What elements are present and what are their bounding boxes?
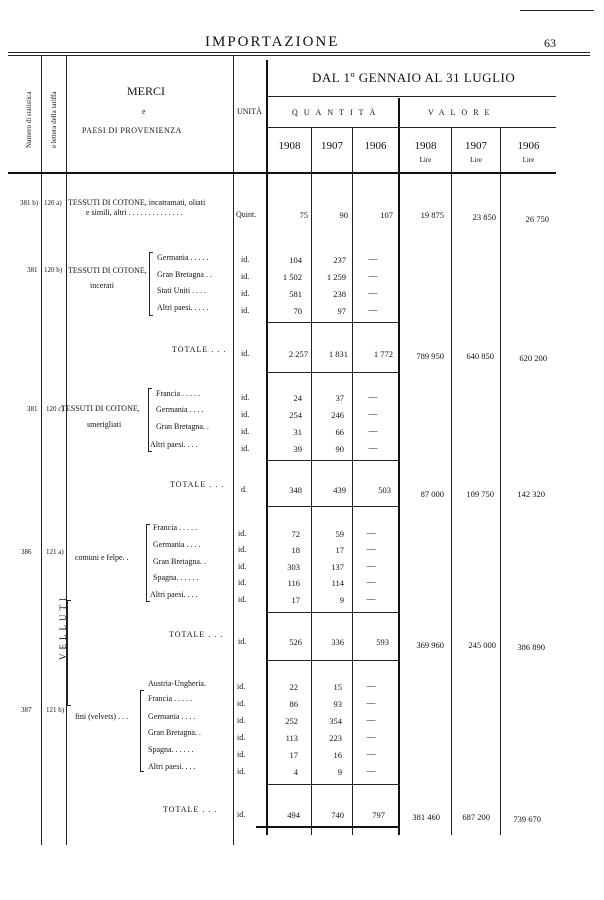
- s4-r2-q1907: 137: [331, 562, 344, 572]
- s4-total-q1907: 336: [331, 637, 344, 647]
- s3-r2-q1908: 31: [293, 427, 302, 437]
- s2-total-rule: [268, 322, 398, 323]
- s3-r2-country: Gran Bretagna. .: [156, 422, 209, 431]
- s4-r1-unit: id.: [238, 545, 247, 554]
- s4-total-q1908: 526: [289, 637, 302, 647]
- s1-v1908: 19 875: [420, 210, 444, 220]
- s2-r2-unit: id.: [241, 289, 250, 298]
- s3-name1: TESSUTI DI COTONE,: [61, 404, 140, 413]
- period-rule: [266, 96, 556, 97]
- s2-r1-q1908: 1 502: [282, 272, 302, 282]
- s5-r4-country: Spagna. . . . . .: [148, 745, 194, 754]
- s5-total-unit: id.: [237, 810, 246, 819]
- s5-r2-q1908: 252: [285, 716, 298, 726]
- s4-total-v1907: 245 000: [468, 640, 496, 650]
- s2-r1-country: Gran Bretagna . .: [157, 270, 212, 279]
- s4-r1-country: Germania . . . .: [153, 540, 201, 549]
- s2-r0-q1908: 104: [289, 255, 302, 265]
- s3-r2-q1906: —: [368, 426, 378, 436]
- s4-total-unit: id.: [238, 637, 247, 646]
- s5-r0-q1906: —: [366, 681, 376, 691]
- s2-r1-q1907: 1 259: [326, 272, 346, 282]
- s2-name2: incerati: [90, 281, 114, 290]
- s4-r4-unit: id.: [238, 595, 247, 604]
- s2-r1-unit: id.: [241, 272, 250, 281]
- s5-r5-q1906: —: [366, 766, 376, 776]
- s3-r3-q1906: —: [368, 443, 378, 453]
- s4-total-q1906: 593: [376, 637, 389, 647]
- s3-total-v1906: 142 320: [517, 489, 545, 499]
- s2-r0-country: Germania . . . . .: [157, 253, 209, 262]
- v-year-1906: 1906: [517, 140, 540, 152]
- merci-header: MERCI: [127, 84, 166, 98]
- valore-header: VALORE: [428, 108, 496, 117]
- s5-tariff: 121 b): [46, 706, 65, 714]
- col-sep-val-left: [398, 98, 400, 835]
- s3-total-q1907: 439: [333, 485, 346, 495]
- col-sep-v1907: [451, 128, 452, 835]
- s5-r5-q1907: 9: [337, 767, 342, 777]
- lire-1908: Lire: [419, 156, 432, 164]
- s2-total-q1908: 2 257: [288, 349, 308, 359]
- s1-q1907: 90: [339, 210, 348, 220]
- s3-total-v1908: 87 000: [420, 489, 444, 499]
- s4-r1-q1906: —: [366, 544, 376, 554]
- s1-line2: e simili, altri . . . . . . . . . . . . . .: [86, 208, 183, 217]
- s3-r2-unit: id.: [241, 427, 250, 436]
- page-title: IMPORTAZIONE: [205, 34, 340, 50]
- s2-name1: TESSUTI DI COTONE,: [68, 266, 147, 275]
- s4-r1-q1907: 17: [335, 545, 344, 555]
- s2-total-label: TOTALE . . .: [172, 345, 227, 354]
- s3-r1-q1906: —: [368, 409, 378, 419]
- s2-r0-q1906: —: [368, 254, 378, 264]
- s4-r2-q1908: 303: [287, 562, 300, 572]
- s2-r3-unit: id.: [241, 306, 250, 315]
- s3-r3-q1908: 39: [293, 444, 302, 454]
- s1-line1: TESSUTI DI COTONE, incatramati, oliati: [68, 198, 206, 207]
- s5-r2-q1906: —: [366, 715, 376, 725]
- s5-total-q1906: 797: [372, 810, 385, 820]
- s2-r0-q1907: 237: [333, 255, 346, 265]
- s3-stat: 381: [27, 405, 38, 413]
- s4-r3-unit: id.: [238, 578, 247, 587]
- s1-stat: 381 b): [20, 199, 39, 207]
- s4-r0-q1907: 59: [335, 529, 344, 539]
- s2-r3-q1907: 97: [337, 306, 346, 316]
- s2-r3-q1906: —: [368, 305, 378, 315]
- s5-brace-right: [140, 690, 144, 772]
- s4-r4-q1907: 9: [339, 595, 344, 605]
- s1-q1908: 75: [299, 210, 308, 220]
- s4-r4-q1906: —: [366, 594, 376, 604]
- s5-r3-q1906: —: [366, 732, 376, 742]
- s3-tariff: 120 c): [46, 405, 64, 413]
- s2-r3-country: Altri paesi. . . . .: [157, 303, 209, 312]
- v-year-1908: 1908: [414, 140, 437, 152]
- s4-r3-q1908: 116: [287, 578, 300, 588]
- s5-r1-country: Francia . . . . .: [148, 694, 192, 703]
- s5-r5-q1908: 4: [293, 767, 298, 777]
- s4-r0-q1908: 72: [291, 529, 300, 539]
- s5-r3-q1908: 113: [285, 733, 298, 743]
- s5-r3-unit: id.: [237, 733, 246, 742]
- s3-total-q1908: 348: [289, 485, 302, 495]
- s4-r2-unit: id.: [238, 562, 247, 571]
- velluti-group-label: VELLUTI: [58, 594, 68, 660]
- s4-r4-q1908: 17: [291, 595, 300, 605]
- lire-1907: Lire: [470, 156, 482, 164]
- s5-r4-q1906: —: [366, 749, 376, 759]
- s5-r4-q1907: 16: [333, 750, 342, 760]
- s2-brace: [149, 252, 153, 316]
- unita-header: UNITÀ: [237, 107, 262, 116]
- s4-stat: 386: [21, 548, 32, 556]
- lire-1906: Lire: [522, 156, 535, 164]
- s4-r2-country: Gran Bretagna. .: [153, 557, 206, 566]
- quantita-header: QUANTITÀ: [292, 108, 382, 117]
- s5-total-v1908: 381 460: [412, 812, 440, 822]
- s3-bottom-rule: [268, 506, 398, 507]
- s5-r2-country: Germania . . . .: [148, 712, 196, 721]
- s2-total-q1906: 1 772: [373, 349, 393, 359]
- s4-name: comuni e felpe. .: [75, 553, 129, 562]
- s5-r1-q1907: 93: [333, 699, 342, 709]
- s5-total-v1906: 739 670: [513, 814, 541, 824]
- col-sep-q1906: [352, 128, 353, 835]
- s4-r4-country: Altri paesi. . . .: [150, 590, 198, 599]
- s3-total-q1906: 503: [378, 485, 391, 495]
- s3-r3-unit: id.: [241, 444, 250, 453]
- s3-total-rule: [268, 460, 398, 461]
- s2-bottom-rule: [268, 372, 398, 373]
- s2-r2-q1906: —: [368, 288, 378, 298]
- s4-r0-country: Francia . . . . .: [153, 523, 197, 532]
- s4-r1-q1908: 18: [291, 545, 300, 555]
- stat-number-header: Numero di statistica: [25, 91, 33, 148]
- period-header: DAL 1º GENNAIO AL 31 LUGLIO: [312, 70, 516, 85]
- s2-total-q1907: 1 831: [328, 349, 348, 359]
- s4-r2-q1906: —: [366, 561, 376, 571]
- s3-r0-country: Francia . . . . .: [156, 389, 200, 398]
- s5-total-rule: [268, 784, 398, 785]
- page-number: 63: [544, 36, 556, 50]
- s3-r0-q1907: 37: [335, 393, 344, 403]
- s4-r3-q1906: —: [366, 577, 376, 587]
- s3-name2: smerigliati: [87, 420, 122, 429]
- s5-r1-q1908: 86: [289, 699, 298, 709]
- s3-total-v1907: 109 750: [466, 489, 494, 499]
- s3-r0-q1906: —: [368, 392, 378, 402]
- s5-total-q1908: 494: [287, 810, 300, 820]
- s1-v1906: 26 750: [525, 214, 549, 224]
- paesi-header: PAESI DI PROVENIENZA: [82, 126, 182, 135]
- s2-r2-q1907: 238: [333, 289, 346, 299]
- col-sep-q1907: [311, 128, 312, 835]
- velluti-brace: [67, 600, 71, 706]
- s2-total-unit: id.: [241, 349, 250, 358]
- s4-r3-q1907: 114: [331, 578, 344, 588]
- s4-total-rule: [268, 612, 398, 613]
- s4-r0-q1906: —: [366, 528, 376, 538]
- s3-r1-q1907: 246: [331, 410, 344, 420]
- s5-r4-q1908: 17: [289, 750, 298, 760]
- s4-bottom-rule: [268, 660, 398, 661]
- s5-r2-unit: id.: [237, 716, 246, 725]
- merci-e: e: [142, 107, 146, 116]
- s5-bottom-rule: [256, 826, 398, 828]
- s4-total-v1908: 369 960: [416, 640, 444, 650]
- s4-total-v1906: 386 890: [517, 642, 545, 652]
- s2-total-v1906: 620 200: [519, 353, 547, 363]
- s3-r1-unit: id.: [241, 410, 250, 419]
- s5-r3-q1907: 223: [329, 733, 342, 743]
- s5-r4-unit: id.: [237, 750, 246, 759]
- s3-r2-q1907: 66: [335, 427, 344, 437]
- header-bottom-rule: [8, 172, 556, 174]
- s3-total-unit: d.: [241, 485, 247, 494]
- s2-r0-unit: id.: [241, 255, 250, 264]
- s5-r0-country: Austria-Ungheria.: [148, 679, 206, 688]
- s3-r3-q1907: 90: [335, 444, 344, 454]
- s5-r1-q1906: —: [366, 698, 376, 708]
- s5-r0-unit: id.: [237, 682, 246, 691]
- s2-r2-country: Stati Uniti . . . .: [157, 286, 207, 295]
- q-year-1908: 1908: [278, 140, 301, 152]
- s5-r5-country: Altri paesi. . . .: [148, 762, 196, 771]
- s3-total-label: TOTALE . . .: [170, 480, 225, 489]
- s3-r0-unit: id.: [241, 393, 250, 402]
- header-rule-bottom: [8, 55, 590, 56]
- s5-r5-unit: id.: [237, 767, 246, 776]
- header-rule-top: [8, 52, 590, 53]
- corner-rule: [520, 10, 594, 11]
- s2-r1-q1906: —: [368, 271, 378, 281]
- s2-total-v1908: 789 950: [416, 351, 444, 361]
- s5-r0-q1907: 15: [333, 682, 342, 692]
- s1-v1907: 23 850: [472, 212, 496, 222]
- s5-stat: 387: [21, 706, 32, 714]
- s4-r3-country: Spagna. . . . . .: [153, 573, 199, 582]
- s3-r1-country: Germania . . . .: [156, 405, 204, 414]
- s4-tariff: 121 a): [46, 548, 64, 556]
- s5-name: fini (velvets) . . .: [75, 712, 129, 721]
- s5-r1-unit: id.: [237, 699, 246, 708]
- s5-r0-q1908: 22: [289, 682, 298, 692]
- s3-r3-country: Altri paesi. . . .: [150, 440, 198, 449]
- s2-tariff: 120 b): [44, 266, 63, 274]
- s5-total-v1907: 687 200: [462, 812, 490, 822]
- s1-q1906: 107: [380, 210, 393, 220]
- v-year-1907: 1907: [465, 140, 487, 152]
- s3-r0-q1908: 24: [293, 393, 302, 403]
- s3-r1-q1908: 254: [289, 410, 302, 420]
- s5-r3-country: Gran Bretagna. .: [148, 728, 201, 737]
- s5-r2-q1907: 354: [329, 716, 342, 726]
- s2-total-v1907: 640 850: [466, 351, 494, 361]
- s4-total-label: TOTALE . . .: [169, 630, 224, 639]
- s2-r3-q1908: 70: [293, 306, 302, 316]
- s1-unit: Quint.: [236, 210, 257, 219]
- col-sep-v1906: [500, 128, 501, 835]
- s4-r0-unit: id.: [238, 529, 247, 538]
- q-year-1906: 1906: [364, 140, 387, 152]
- q-year-1907: 1907: [321, 140, 343, 152]
- s5-total-q1907: 740: [331, 810, 344, 820]
- s2-r2-q1908: 581: [289, 289, 302, 299]
- s5-total-label: TOTALE . . .: [163, 805, 218, 814]
- tariff-letter-header: e lettera della tariffa: [50, 91, 58, 148]
- subheader-rule: [266, 127, 556, 128]
- s1-tariff: 120 a): [44, 199, 62, 207]
- s2-stat: 381: [27, 266, 38, 274]
